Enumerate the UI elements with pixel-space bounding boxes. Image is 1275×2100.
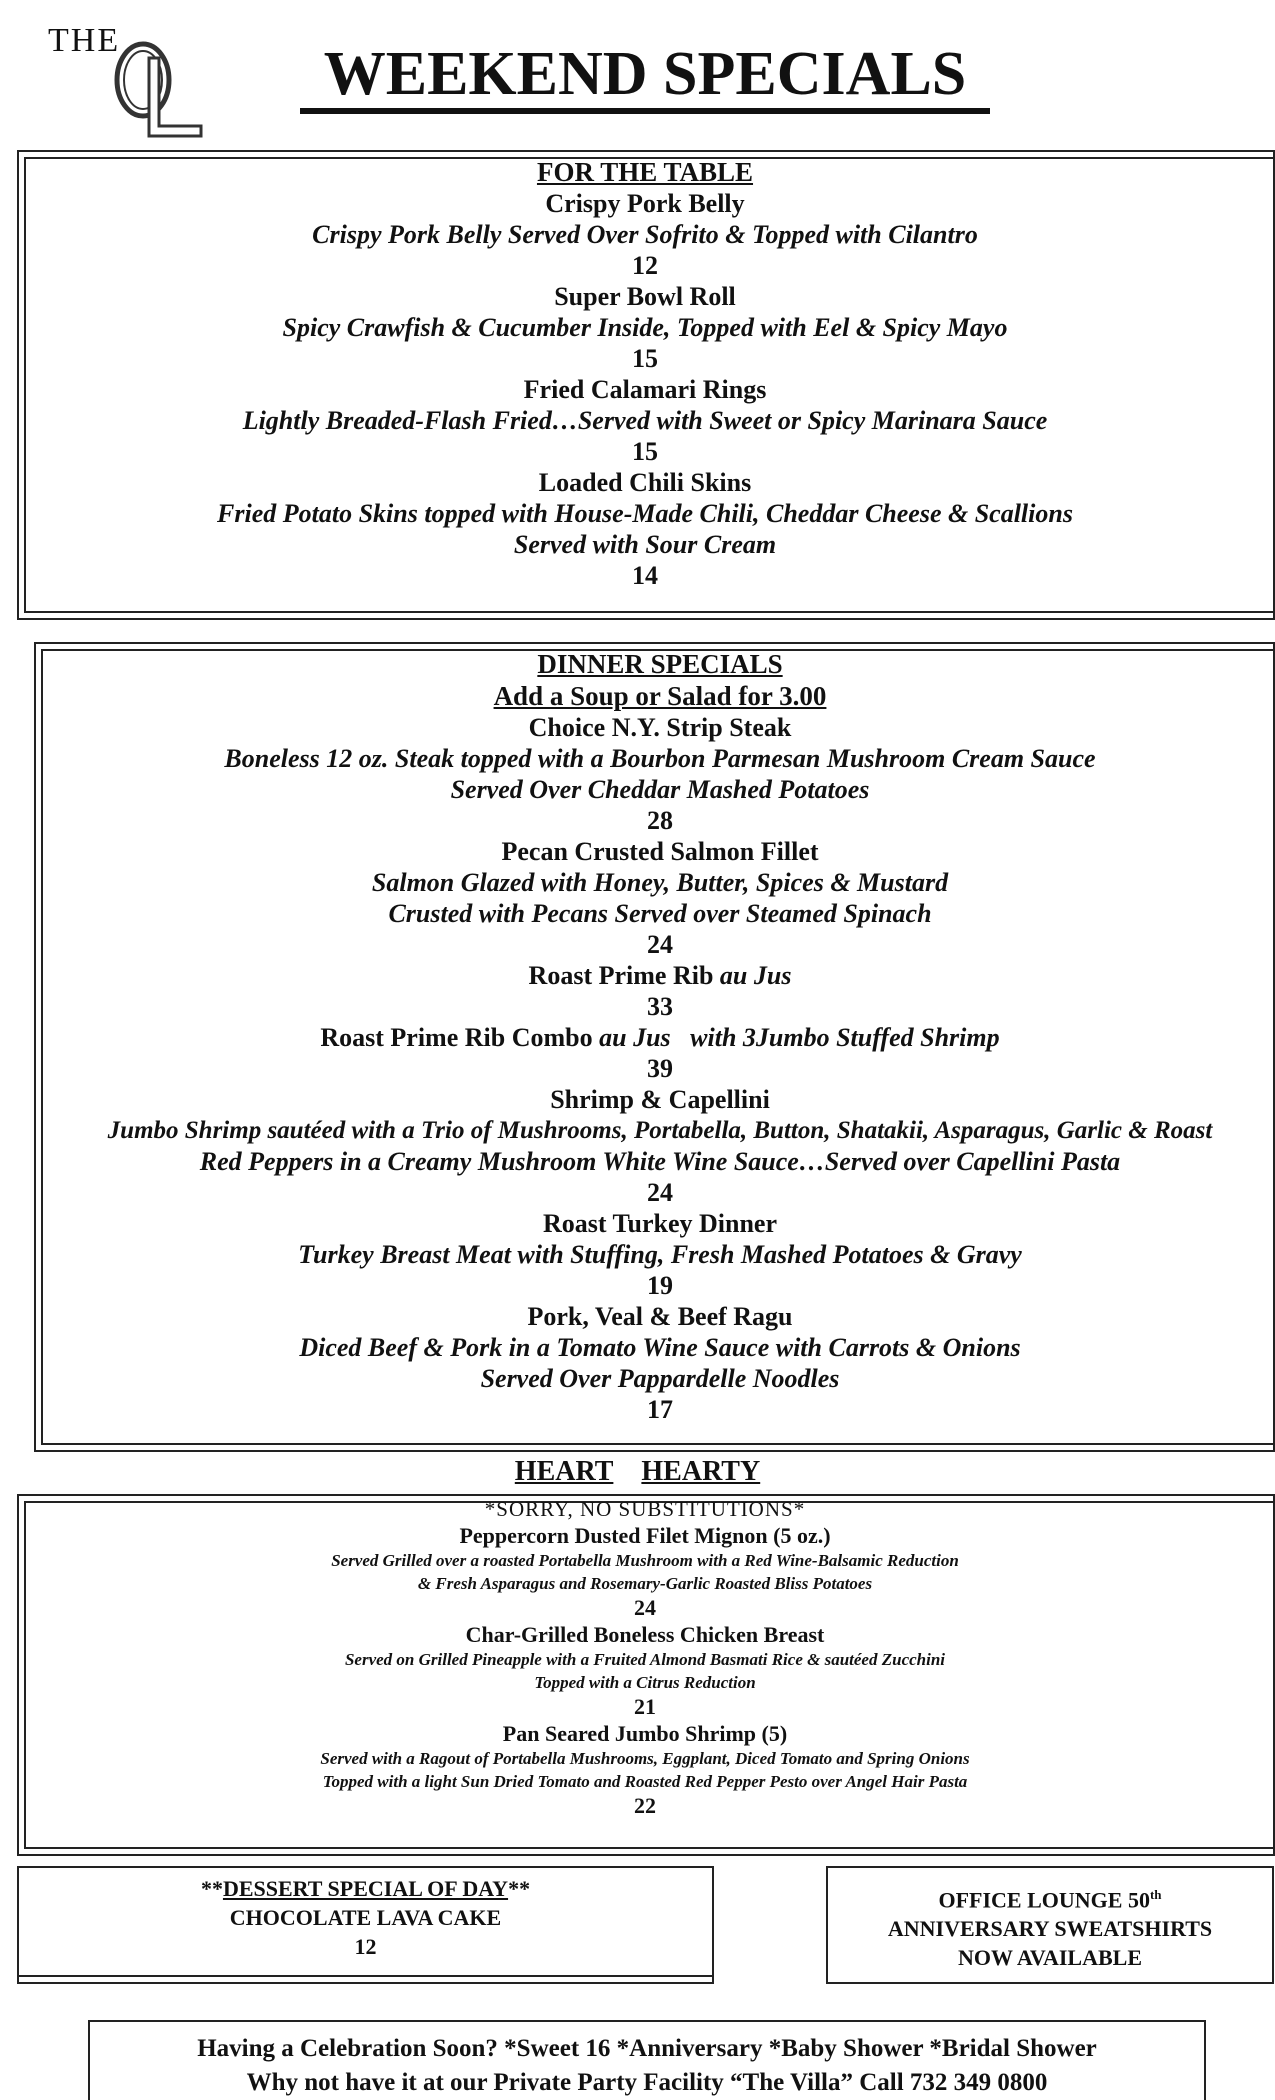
substitutions-note: *SORRY, NO SUBSTITUTIONS* xyxy=(484,1497,806,1521)
for-the-table-content xyxy=(30,156,1260,591)
menu-item-name: Peppercorn Dusted Filet Mignon (5 oz.) xyxy=(459,1523,831,1548)
menu-item-desc: Jumbo Shrimp sautéed with a Trio of Mushrooms, Portabella, Button, Shatakii, Asparagus, Garlic & Roast xyxy=(107,1117,1213,1144)
heart-hearty-heading-1: HEART xyxy=(514,1456,614,1487)
section-subheading: Add a Soup or Salad for 3.00 xyxy=(493,681,827,711)
menu-item-name: Roast Prime Rib Combo xyxy=(320,1023,593,1052)
menu-item-desc: Served Grilled over a roasted Portabella Mushroom with a Red Wine-Balsamic Reduction xyxy=(331,1551,959,1570)
page-title: WEEKEND SPECIALS xyxy=(300,40,990,114)
sweatshirts-line-1 xyxy=(828,1880,1272,1914)
menu-item-price: 22 xyxy=(634,1793,656,1818)
menu-item-desc: Topped with a light Sun Dried Tomato and Roasted Red Pepper Pesto over Angel Hair Pasta xyxy=(322,1772,968,1791)
dessert-suffix: ** xyxy=(508,1876,531,1901)
celebration-line-2: Why not have it at our Private Party Facility “The Villa” Call 732 349 0800 xyxy=(246,2069,1048,2096)
dessert-item: CHOCOLATE LAVA CAKE xyxy=(229,1905,502,1930)
heart-hearty-content xyxy=(20,1497,1270,1819)
menu-item-price: 24 xyxy=(647,1178,673,1207)
menu-item-price: 33 xyxy=(647,992,673,1021)
menu-item-name: Choice N.Y. Strip Steak xyxy=(528,713,792,742)
menu-item-price: 24 xyxy=(647,930,673,959)
dessert-label: DESSERT SPECIAL OF DAY xyxy=(222,1876,509,1901)
celebration-box xyxy=(88,2020,1206,2100)
menu-item-name: Roast Prime Rib xyxy=(528,961,714,990)
menu-item-desc: & Fresh Asparagus and Rosemary-Garlic Roasted Bliss Potatoes xyxy=(417,1574,873,1593)
menu-item-name: Super Bowl Roll xyxy=(554,282,736,311)
menu-item-desc: Fried Potato Skins topped with House-Made Chili, Cheddar Cheese & Scallions xyxy=(217,499,1073,528)
menu-item-name: Loaded Chili Skins xyxy=(538,468,752,497)
sweatshirts-line-3: NOW AVAILABLE xyxy=(957,1945,1143,1971)
menu-item-desc: Served Over Pappardelle Noodles xyxy=(480,1364,840,1393)
menu-item-price: 15 xyxy=(632,344,658,373)
dinner-specials-content xyxy=(30,648,1275,1425)
menu-item-desc: Salmon Glazed with Honey, Butter, Spices & Mustard xyxy=(371,868,949,897)
menu-item-name-row xyxy=(30,960,1275,991)
menu-item-desc: Turkey Breast Meat with Stuffing, Fresh Mashed Potatoes & Gravy xyxy=(298,1240,1022,1269)
menu-item-price: 39 xyxy=(647,1054,673,1083)
menu-item-desc: Served with Sour Cream xyxy=(513,530,777,559)
menu-item-desc: Boneless 12 oz. Steak topped with a Bourbon Parmesan Mushroom Cream Sauce xyxy=(224,744,1096,773)
menu-item-desc: Served on Grilled Pineapple with a Fruited Almond Basmati Rice & sautéed Zucchini xyxy=(344,1650,946,1669)
menu-item-name-italic: au Jus xyxy=(719,961,792,990)
celebration-line-1: Having a Celebration Soon? *Sweet 16 *Anniversary *Baby Shower *Bridal Shower xyxy=(197,2035,1097,2062)
menu-item-name: Shrimp & Capellini xyxy=(550,1085,770,1114)
menu-item-desc: Diced Beef & Pork in a Tomato Wine Sauce with Carrots & Onions xyxy=(299,1333,1021,1362)
menu-item-name: Roast Turkey Dinner xyxy=(542,1209,778,1238)
menu-item-name-italic: au Jus with 3Jumbo Stuffed Shrimp xyxy=(599,1023,1000,1052)
sweatshirts-line-2: ANNIVERSARY SWEATSHIRTS xyxy=(887,1916,1213,1942)
menu-item-price: 21 xyxy=(634,1694,656,1719)
logo-small-text: THE xyxy=(48,22,121,59)
menu-item-name: Char-Grilled Boneless Chicken Breast xyxy=(465,1622,825,1647)
menu-item-price: 24 xyxy=(634,1595,656,1620)
logo-icon xyxy=(105,28,205,143)
menu-item-desc: Served with a Ragout of Portabella Mushrooms, Eggplant, Diced Tomato and Spring Onions xyxy=(320,1749,970,1768)
menu-item-price: 28 xyxy=(647,806,673,835)
menu-item-name: Fried Calamari Rings xyxy=(523,375,767,404)
menu-item-name: Crispy Pork Belly xyxy=(545,189,745,218)
menu-item-desc: Lightly Breaded-Flash Fried…Served with Sweet or Spicy Marinara Sauce xyxy=(242,406,1048,435)
section-heading: DINNER SPECIALS xyxy=(537,649,783,679)
menu-item-price: 19 xyxy=(647,1271,673,1300)
menu-item-desc: Crispy Pork Belly Served Over Sofrito & Topped with Cilantro xyxy=(312,220,978,249)
menu-item-price: 15 xyxy=(632,437,658,466)
menu-item-price: 12 xyxy=(632,251,658,280)
menu-item-desc: Red Peppers in a Creamy Mushroom White Wine Sauce…Served over Capellini Pasta xyxy=(199,1147,1121,1176)
menu-item-name: Pork, Veal & Beef Ragu xyxy=(527,1302,793,1331)
menu-item-price: 14 xyxy=(632,561,658,590)
menu-item-name: Pan Seared Jumbo Shrimp (5) xyxy=(502,1721,788,1746)
menu-item-price: 17 xyxy=(647,1395,673,1424)
menu-item-desc: Served Over Cheddar Mashed Potatoes xyxy=(450,775,870,804)
menu-item-desc: Spicy Crawfish & Cucumber Inside, Topped with Eel & Spicy Mayo xyxy=(282,313,1008,342)
section-heading: FOR THE TABLE xyxy=(536,157,754,187)
dessert-price: 12 xyxy=(354,1934,377,1959)
menu-item-desc: Crusted with Pecans Served over Steamed Spinach xyxy=(388,899,932,928)
divider-line xyxy=(17,1975,714,1977)
heart-hearty-heading-2: HEARTY xyxy=(641,1456,761,1487)
dessert-special-box xyxy=(17,1866,714,1984)
menu-item-name-row xyxy=(30,1022,1275,1053)
sweatshirts-sup: th xyxy=(1149,1887,1162,1902)
sweatshirts-line-1-text: OFFICE LOUNGE 50 xyxy=(938,1887,1150,1913)
heart-hearty-heading xyxy=(0,1456,1275,1488)
dessert-prefix: ** xyxy=(200,1876,223,1901)
menu-item-desc: Topped with a Citrus Reduction xyxy=(534,1673,756,1692)
menu-item-name: Pecan Crusted Salmon Fillet xyxy=(501,837,819,866)
dessert-heading xyxy=(19,1874,712,1903)
sweatshirts-box xyxy=(826,1866,1274,1984)
